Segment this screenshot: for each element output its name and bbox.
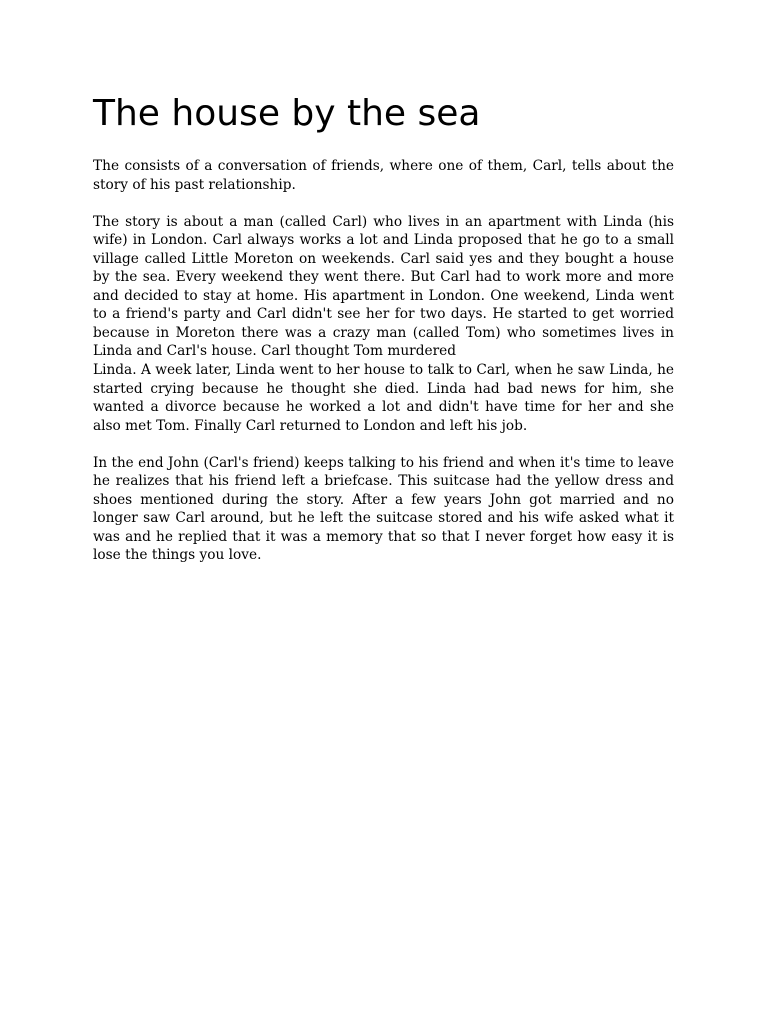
text-line: The story is about a man (called Carl) who lives in an apartment with Linda (his: [93, 213, 674, 230]
text-line: wife) in London. Carl always works a lot and Linda proposed that he go to a small: [93, 232, 674, 249]
text-line: he realizes that his friend left a briefcase. This suitcase had the yellow dress and: [93, 473, 674, 490]
text-line: and decided to stay at home. His apartment in London. One weekend, Linda went: [93, 287, 674, 304]
text-line: to a friend's party and Carl didn't see her for two days. He started to get worried: [93, 306, 674, 323]
text-line: was and he replied that it was a memory that so that I never forget how easy it is: [93, 528, 674, 545]
paragraph-story: [93, 213, 674, 436]
text-line: lose the things you love.: [93, 547, 262, 564]
text-line: In the end John (Carl's friend) keeps talking to his friend and when it's time to leave: [93, 454, 674, 471]
text-line: started crying because he thought she died. Linda had bad news for him, she: [93, 380, 674, 397]
text-line: The consists of a conversation of friends, where one of them, Carl, tells about the: [93, 158, 674, 174]
text-line: shoes mentioned during the story. After a few years John got married and no: [93, 491, 674, 508]
text-line: by the sea. Every weekend they went there. But Carl had to work more and more: [93, 269, 674, 286]
paragraph-ending: [93, 454, 674, 565]
text-line: wanted a divorce because he worked a lot and didn't have time for her and she: [93, 399, 674, 416]
text-line: also met Tom. Finally Carl returned to London and left his job.: [93, 417, 528, 434]
text-line: because in Moreton there was a crazy man (called Tom) who sometimes lives in: [93, 324, 674, 341]
text-line: story of his past relationship.: [93, 176, 296, 193]
paragraph-intro: [93, 157, 674, 194]
text-line: Linda. A week later, Linda went to her house to talk to Carl, when he saw Linda, he: [93, 362, 674, 379]
text-line: longer saw Carl around, but he left the suitcase stored and his wife asked what it: [93, 510, 674, 527]
text-line: Linda and Carl's house. Carl thought Tom murdered: [93, 343, 456, 360]
document-title: The house by the sea: [93, 93, 481, 134]
text-line: village called Little Moreton on weekends. Carl said yes and they bought a house: [93, 250, 674, 267]
document-body: [93, 157, 674, 584]
